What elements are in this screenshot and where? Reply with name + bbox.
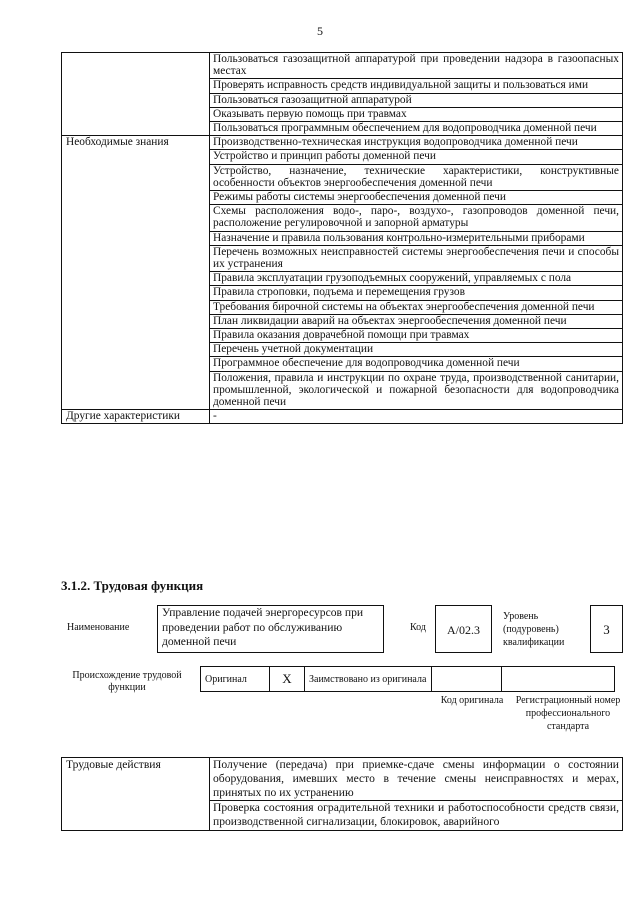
- knowledge-cell: Назначение и правила пользования контрольно-измерительными приборами: [210, 231, 623, 245]
- original-mark: X: [270, 667, 305, 692]
- skill-cell: Оказывать первую помощь при травмах: [210, 107, 623, 121]
- table-row: [62, 410, 623, 424]
- section-title: 3.1.2. Трудовая функция: [61, 578, 204, 593]
- origin-table: [200, 666, 615, 692]
- reg-number-cell: [502, 667, 615, 692]
- original-code-cell: [432, 667, 502, 692]
- knowledge-cell: Правила эксплуатации грузоподъемных сооружений, управляемых с пола: [210, 272, 623, 286]
- page-number: 5: [317, 24, 323, 38]
- table-row: [62, 136, 623, 150]
- skill-cell: Пользоваться программным обеспечением для водопроводчика доменной печи: [210, 122, 623, 136]
- function-code-box: A/02.3: [435, 605, 492, 653]
- skill-cell: Проверять исправность средств индивидуальной защиты и пользоваться ими: [210, 79, 623, 93]
- knowledge-cell: Правила строповки, подъема и перемещения грузов: [210, 286, 623, 300]
- knowledge-cell: Устройство и принцип работы доменной печи: [210, 150, 623, 164]
- knowledge-label: Необходимые знания: [62, 136, 210, 410]
- knowledge-cell: Схемы расположения водо-, паро-, воздухо-, газопроводов доменной печи, расположение регулировочной и запорной арматуры: [210, 205, 623, 231]
- reg-caption: Регистрационный номер профессионального стандарта: [515, 695, 621, 732]
- level-label-text: Уровень (подуровень) квалификации: [503, 611, 565, 648]
- knowledge-cell: Производственно-техническая инструкция водопроводчика доменной печи: [210, 136, 623, 150]
- action-cell: Проверка состояния оградительной техники и работоспособности средств связи, производственной сигнализации, блокировок, аварийного: [210, 801, 623, 831]
- borrowed-label: Заимствовано из оригинала: [305, 667, 432, 692]
- name-label: Наименование: [67, 622, 130, 633]
- knowledge-cell: Режимы работы системы энергообеспечения доменной печи: [210, 191, 623, 205]
- code-caption: Код оригинала: [440, 695, 504, 706]
- skill-cell: Пользоваться газозащитной аппаратурой при проведении надзора в газоопасных местах: [210, 53, 623, 79]
- knowledge-cell: Требования бирочной системы на объектах энергообеспечения доменной печи: [210, 300, 623, 314]
- table-row: [62, 53, 623, 79]
- table-row: [201, 667, 615, 692]
- knowledge-cell: Устройство, назначение, технические характеристики, конструктивные особенности объектов энергообеспечения доменной печи: [210, 164, 623, 190]
- other-value: -: [210, 410, 623, 424]
- knowledge-cell: План ликвидации аварий на объектах энергообеспечения доменной печи: [210, 314, 623, 328]
- knowledge-cell: Перечень возможных неисправностей системы энергообеспечения печи и способы их устранения: [210, 245, 623, 271]
- knowledge-cell: Правила оказания доврачебной помощи при травмах: [210, 329, 623, 343]
- original-label: Оригинал: [201, 667, 270, 692]
- action-cell: Получение (передача) при приемке-сдаче смены информации о состоянии оборудования, имевших место в течение смены неисправностях и мерах, принятых по их устранению: [210, 758, 623, 801]
- level-value-box: 3: [590, 605, 623, 653]
- other-label: Другие характеристики: [62, 410, 210, 424]
- origin-label: Происхождение трудовой функции: [72, 670, 182, 693]
- knowledge-cell: Положения, правила и инструкции по охране труда, производственной санитарии, промышленной, экологической и пожарной безопасности для водопроводчика доменной печи: [210, 371, 623, 410]
- code-label: Код: [410, 622, 426, 633]
- actions-table: [61, 757, 623, 831]
- actions-label: Трудовые действия: [62, 758, 210, 831]
- skills-knowledge-table: [61, 52, 623, 424]
- knowledge-cell: Программное обеспечение для водопроводчика доменной печи: [210, 357, 623, 371]
- knowledge-cell: Перечень учетной документации: [210, 343, 623, 357]
- table-row: [62, 758, 623, 801]
- function-name-box: Управление подачей энергоресурсов при проведении работ по обслуживанию доменной печи: [157, 605, 384, 653]
- level-label: [503, 610, 577, 649]
- skills-label-cell: [62, 53, 210, 136]
- skill-cell: Пользоваться газозащитной аппаратурой: [210, 93, 623, 107]
